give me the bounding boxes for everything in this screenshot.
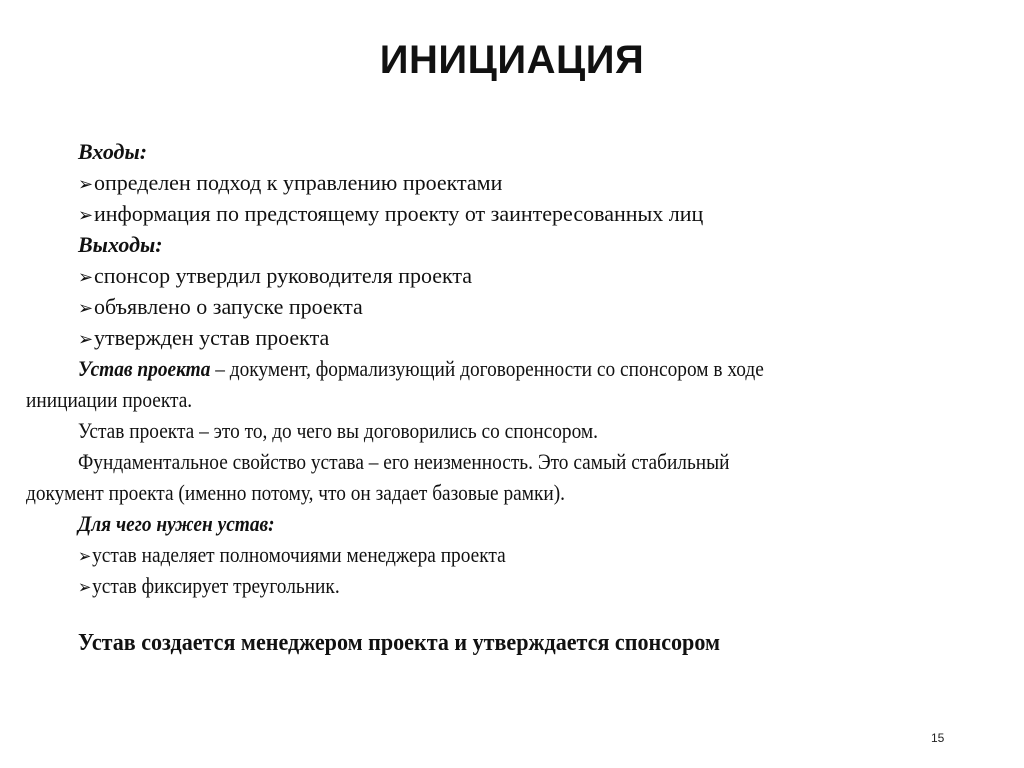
list-item: ➢определен подход к управлению проектами xyxy=(78,167,502,198)
definition-line-2: инициации проекта. xyxy=(26,387,193,412)
conclusion: Устав создается менеджером проекта и утверждается спонсором xyxy=(78,630,720,656)
list-item: ➢устав наделяет полномочиями менеджера проекта xyxy=(78,539,506,570)
list-item: ➢устав фиксирует треугольник. xyxy=(78,570,340,601)
list-item: ➢информация по предстоящему проекту от заинтересованных лиц xyxy=(78,198,703,229)
paragraph: Фундаментальное свойство устава – его неизменность. Это самый стабильный xyxy=(78,449,730,474)
list-item: ➢утвержден устав проекта xyxy=(78,322,329,353)
slide-title: ИНИЦИАЦИЯ xyxy=(379,38,645,82)
arrow-bullet-icon: ➢ xyxy=(78,205,94,225)
paragraph: документ проекта (именно потому, что он задает базовые рамки). xyxy=(26,480,566,505)
paragraph: Устав проекта – это то, до чего вы договорились со спонсором. xyxy=(78,418,599,443)
purpose-heading: Для чего нужен устав: xyxy=(78,511,275,536)
inputs-heading: Входы: xyxy=(78,139,148,164)
list-item: ➢спонсор утвердил руководителя проекта xyxy=(78,260,472,291)
arrow-bullet-icon: ➢ xyxy=(78,546,92,566)
outputs-heading: Выходы: xyxy=(78,232,163,257)
page-number: 15 xyxy=(931,731,945,745)
list-item: ➢объявлено о запуске проекта xyxy=(78,291,363,322)
definition-line: Устав проекта – документ, формализующий договоренности со спонсором в ходе xyxy=(78,356,764,381)
arrow-bullet-icon: ➢ xyxy=(78,267,94,287)
arrow-bullet-icon: ➢ xyxy=(78,174,94,194)
arrow-bullet-icon: ➢ xyxy=(78,329,94,349)
definition-term: Устав проекта xyxy=(78,356,211,381)
arrow-bullet-icon: ➢ xyxy=(78,577,92,597)
arrow-bullet-icon: ➢ xyxy=(78,298,94,318)
